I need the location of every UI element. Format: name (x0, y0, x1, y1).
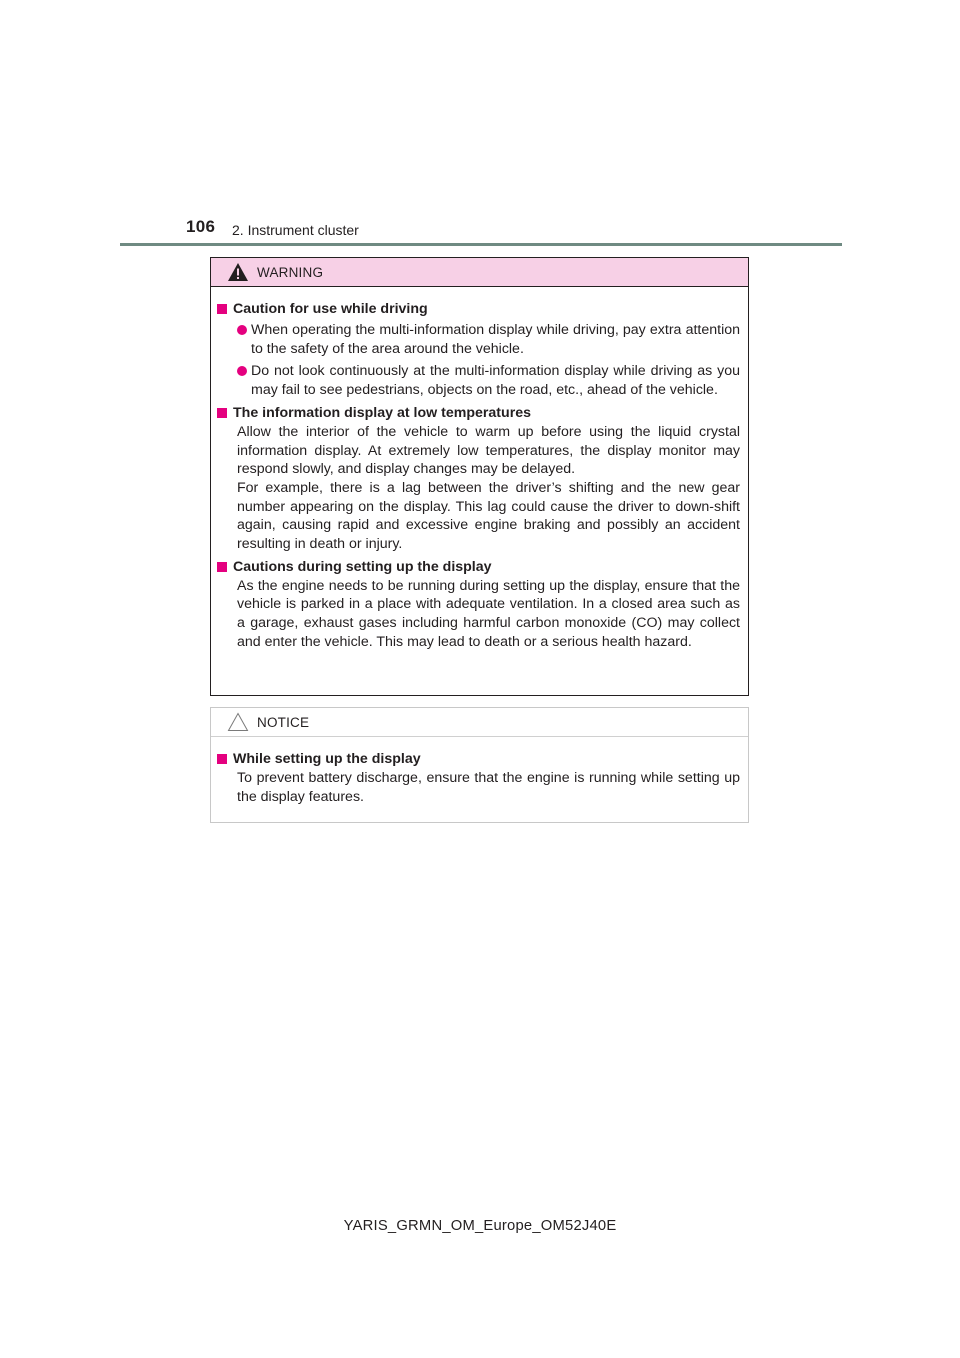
round-bullet-icon (237, 325, 247, 335)
square-bullet-icon (217, 304, 227, 314)
warning-box (210, 257, 749, 696)
warning-topic (217, 300, 740, 400)
caution-triangle-outline-icon (227, 712, 249, 732)
warning-body (211, 287, 748, 652)
topic-title (217, 750, 740, 769)
header-divider (120, 243, 842, 246)
paragraph: Allow the interior of the vehicle to warm up before using the liquid crystal information display. At extremely low temperatures, the display monitor may respond slowly, and display changes may be delayed. (237, 423, 740, 478)
topic-title (217, 404, 740, 423)
warning-topic (217, 404, 740, 554)
round-bullet-icon (237, 366, 247, 376)
topic-title-text: Cautions during setting up the display (233, 558, 492, 575)
warning-triangle-icon (227, 262, 249, 282)
notice-label: NOTICE (257, 715, 310, 730)
paragraph: For example, there is a lag between the driver’s shifting and the new gear number appearing on the display. This lag could cause the driver to down-shift again, causing rapid and excessive engine braking and possibly an accident resulting in death or injury. (237, 479, 740, 553)
warning-topic (217, 558, 740, 652)
notice-header (211, 708, 748, 737)
warning-label: WARNING (257, 265, 324, 280)
topic-title-text: While setting up the display (233, 751, 421, 767)
list-item (237, 362, 740, 399)
square-bullet-icon (217, 408, 227, 418)
list-item-text: Do not look continuously at the multi-information display while driving as you may fail to see pedestrians, objects on the road, etc., ahead of the vehicle. (251, 363, 740, 399)
square-bullet-icon (217, 562, 227, 572)
list-item (237, 321, 740, 358)
topic-title (217, 300, 740, 319)
paragraph: As the engine needs to be running during setting up the display, ensure that the vehicle is parked in a place with adequate ventilation. In a closed area such as a garage, exhaust gases including harmful carbon monoxide (CO) may collect and enter the vehicle. This may lead to death or a serious health hazard. (237, 577, 740, 650)
topic-title-text: Caution for use while driving (233, 301, 428, 317)
document-id: YARIS_GRMN_OM_Europe_OM52J40E (343, 1218, 617, 1234)
warning-header (211, 258, 748, 287)
page-number: 106 (186, 217, 216, 236)
notice-box (210, 707, 749, 823)
square-bullet-icon (217, 754, 227, 764)
notice-body (211, 737, 748, 806)
list-item-text: When operating the multi-information display while driving, pay extra attention to the safety of the area around the vehicle. (251, 322, 740, 357)
topic-title (217, 558, 740, 577)
topic-title-text: The information display at low temperatures (233, 404, 531, 421)
paragraph: To prevent battery discharge, ensure that the engine is running while setting up the display features. (237, 770, 740, 805)
notice-topic (217, 750, 740, 806)
section-title: 2. Instrument cluster (232, 222, 359, 238)
